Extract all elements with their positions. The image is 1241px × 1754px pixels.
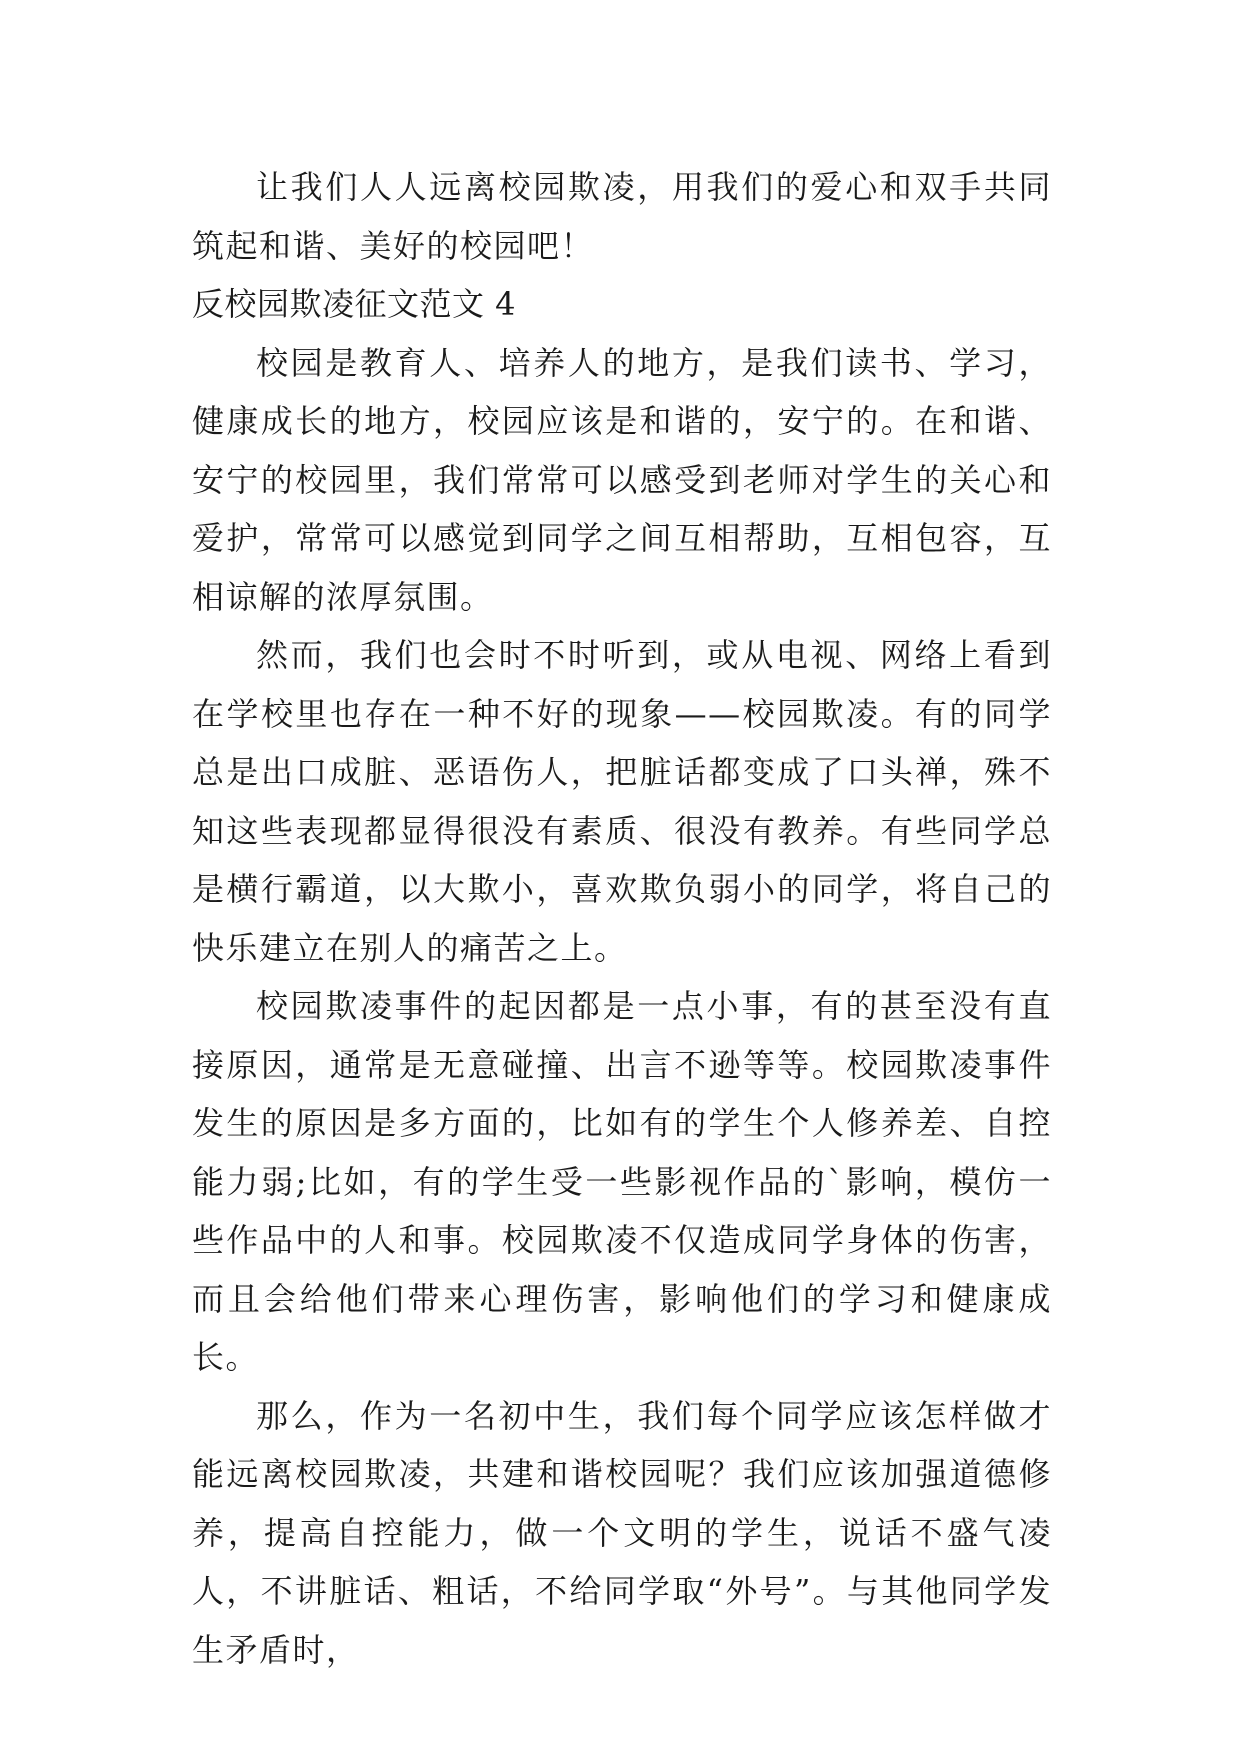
paragraph-3: 校园欺凌事件的起因都是一点小事，有的甚至没有直接原因，通常是无意碰撞、出言不逊等等。校园欺凌事件发生的原因是多方面的，比如有的学生个人修养差、自控能力弱;比如，有的学生受一些影视作品的`影响，模仿一些作品中的人和事。校园欺凌不仅造成同学身体的伤害，而且会给他们带来心理伤害，影响他们的学习和健康成长。 bbox=[192, 987, 1052, 1376]
paragraph-4: 那么，作为一名初中生，我们每个同学应该怎样做才能远离校园欺凌，共建和谐校园呢？我们应该加强道德修养，提高自控能力，做一个文明的学生，说话不盛气凌人，不讲脏话、粗话，不给同学取“外号”。与其他同学发生矛盾时， bbox=[192, 1396, 1052, 1669]
paragraph-2: 然而，我们也会时不时听到，或从电视、网络上看到在学校里也存在一种不好的现象——校园欺凌。有的同学总是出口成脏、恶语伤人，把脏话都变成了口头禅，殊不知这些表现都显得很没有素质、很没有教养。有些同学总是横行霸道，以大欺小，喜欢欺负弱小的同学，将自己的快乐建立在别人的痛苦之上。 bbox=[192, 636, 1052, 967]
essay-heading: 反校园欺凌征文范文 4 bbox=[192, 285, 517, 323]
paragraph-1: 校园是教育人、培养人的地方，是我们读书、学习，健康成长的地方，校园应该是和谐的，安宁的。在和谐、安宁的校园里，我们常常可以感受到老师对学生的关心和爱护，常常可以感觉到同学之间互相帮助，互相包容，互相谅解的浓厚氛围。 bbox=[192, 343, 1052, 616]
paragraph-closing: 让我们人人远离校园欺凌，用我们的爱心和双手共同筑起和谐、美好的校园吧！ bbox=[192, 168, 1052, 265]
document-body bbox=[192, 158, 1052, 1679]
